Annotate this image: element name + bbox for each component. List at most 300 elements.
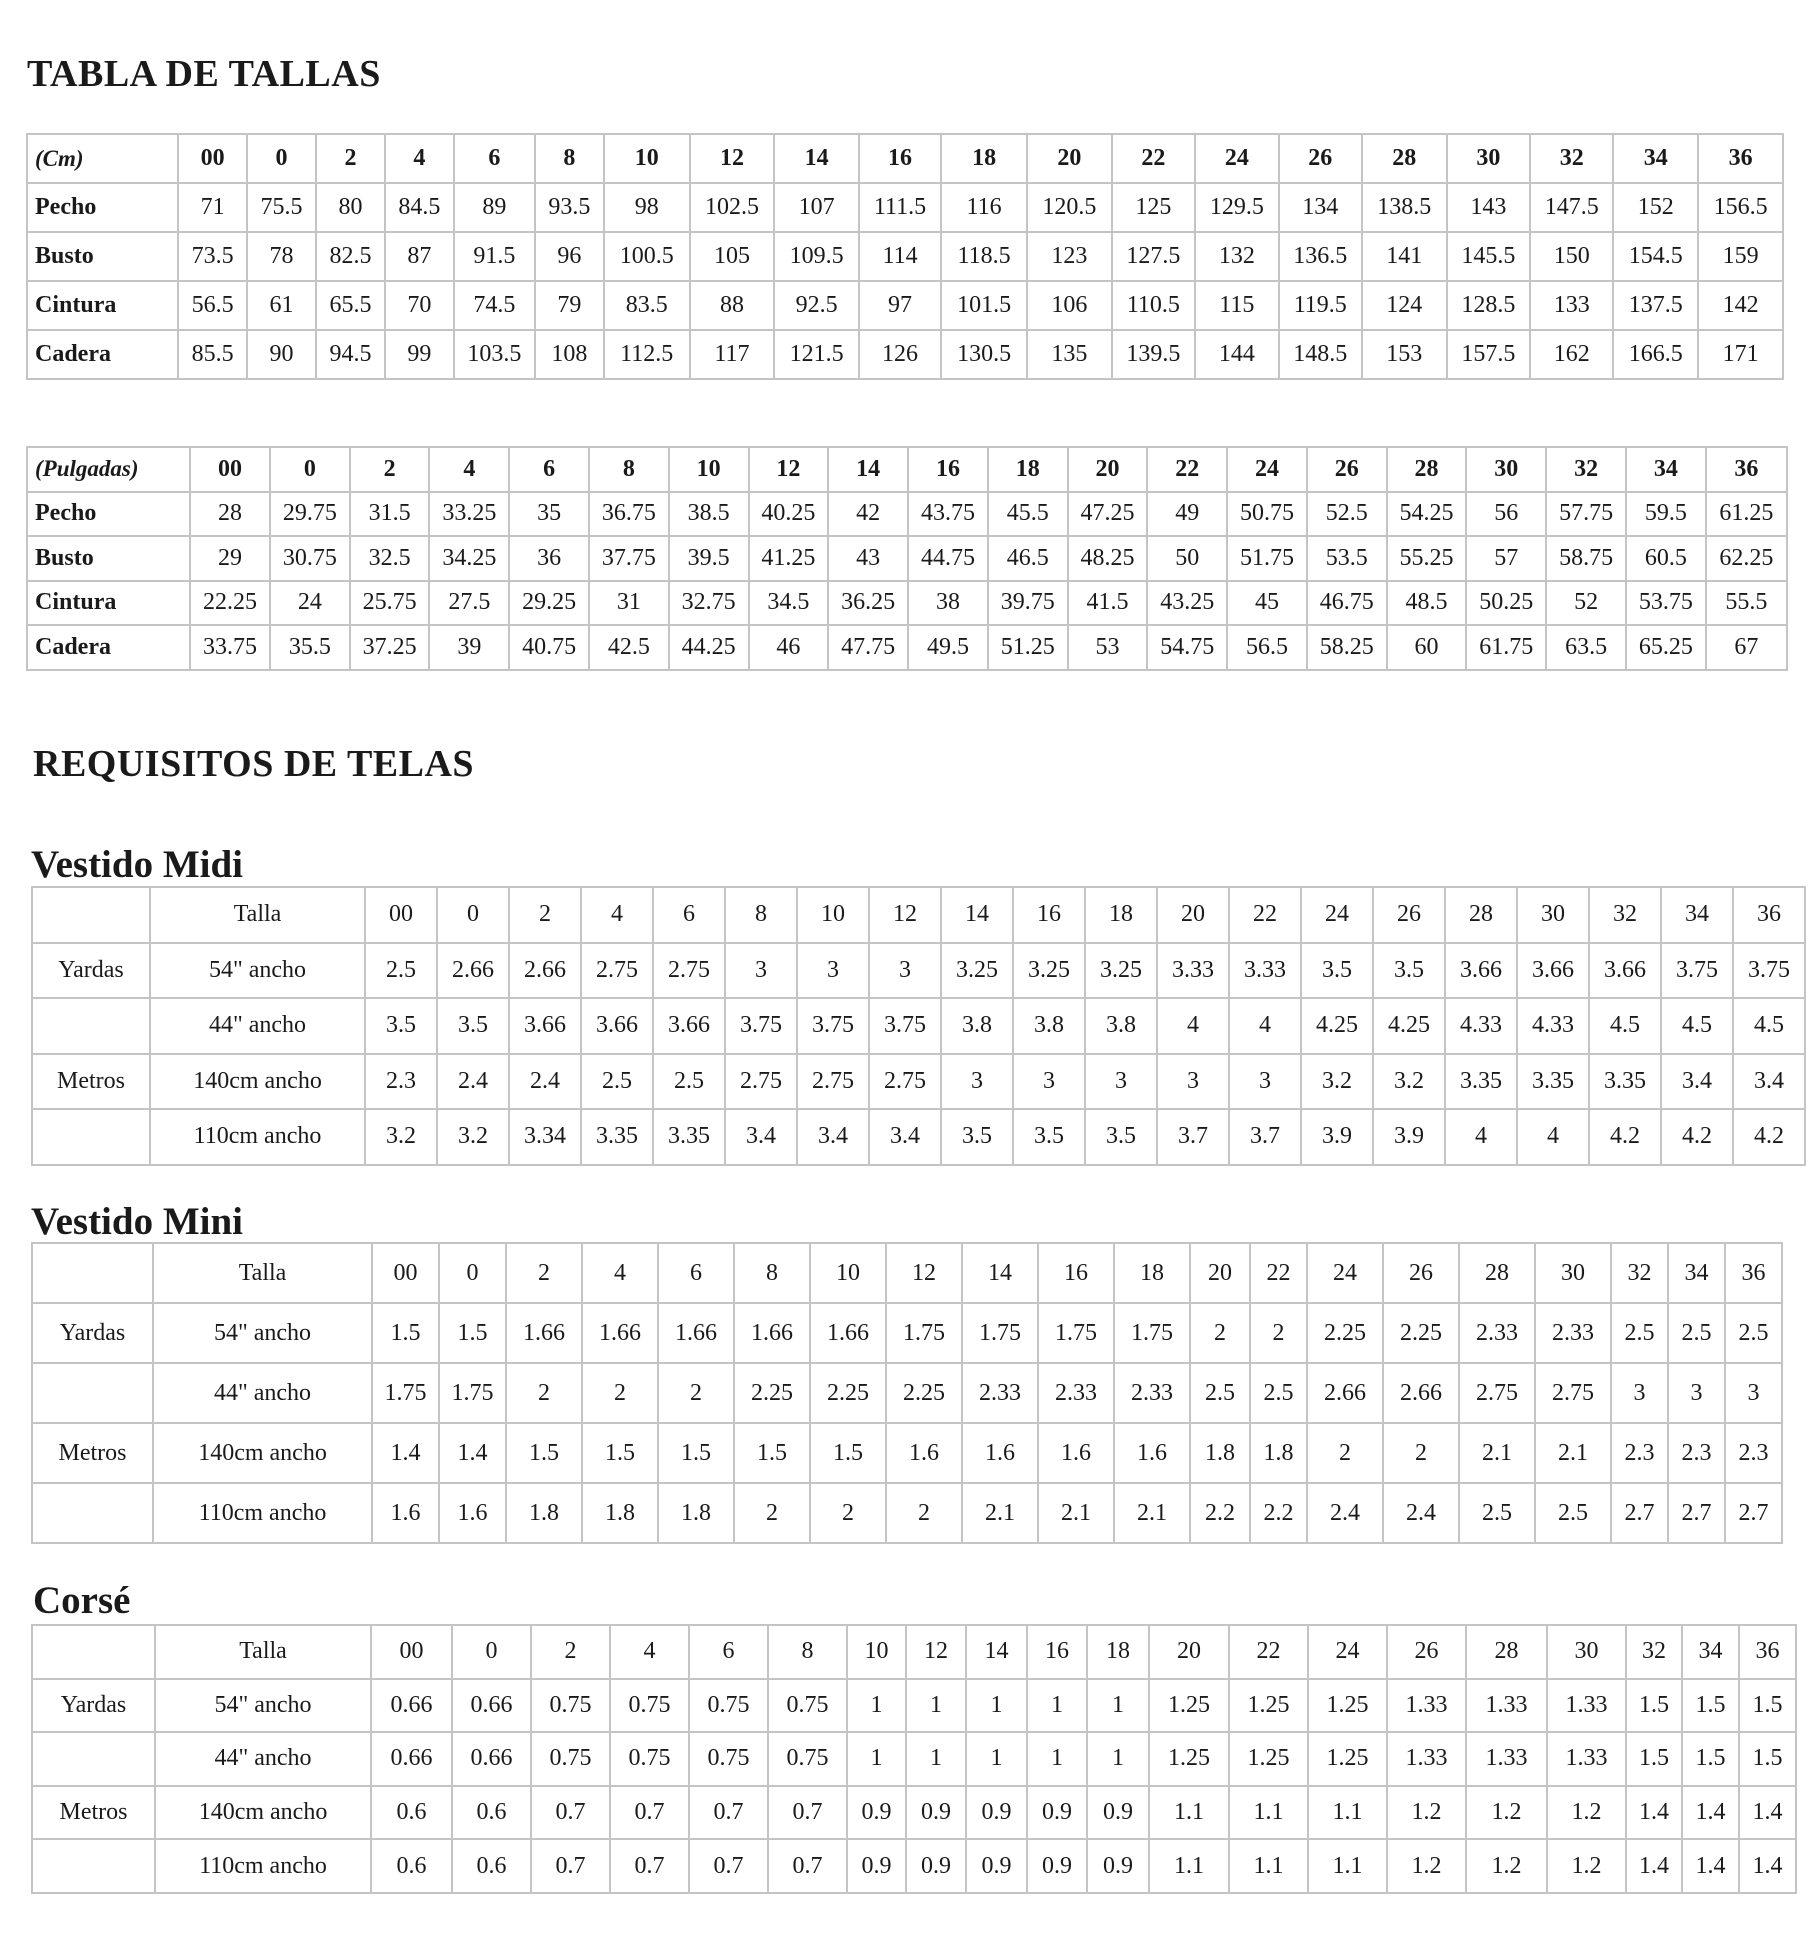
size-header: 10: [669, 447, 749, 492]
fabric-amount: 2.1: [1038, 1483, 1114, 1543]
measurement-value: 71: [178, 183, 247, 232]
fabric-amount: 2.3: [365, 1054, 437, 1110]
measurement-value: 90: [247, 330, 316, 379]
fabric-amount: 4.2: [1661, 1109, 1733, 1165]
fabric-amount: 1.33: [1387, 1732, 1466, 1786]
fabric-amount: 4.33: [1517, 998, 1589, 1054]
size-header: 10: [604, 134, 690, 183]
fabric-amount: 3: [1611, 1363, 1668, 1423]
measurement-value: 162: [1530, 330, 1613, 379]
measurement-value: 154.5: [1613, 232, 1698, 281]
size-header: 6: [653, 887, 725, 943]
fabric-amount: 3.25: [1013, 943, 1085, 999]
fabric-amount: 0.75: [768, 1732, 847, 1786]
size-header: 36: [1698, 134, 1783, 183]
table-row: [32, 1109, 1805, 1165]
fabric-amount: 1.66: [582, 1303, 658, 1363]
size-header: 2: [350, 447, 430, 492]
fabric-amount: 1.1: [1149, 1786, 1229, 1840]
measurement-value: 47.75: [828, 625, 908, 670]
fabric-amount: 2.3: [1668, 1423, 1725, 1483]
fabric-amount: 0.7: [610, 1839, 689, 1893]
measurement-value: 52.5: [1307, 492, 1387, 537]
fabric-amount: 3: [1157, 1054, 1229, 1110]
fabric-amount: 3.25: [1085, 943, 1157, 999]
size-header: 26: [1373, 887, 1445, 943]
measurement-value: 67: [1706, 625, 1787, 670]
measurement-value: 159: [1698, 232, 1783, 281]
fabric-amount: 1.25: [1229, 1732, 1308, 1786]
size-header: 12: [906, 1625, 966, 1679]
size-header: 8: [589, 447, 669, 492]
fabric-amount: 3.35: [653, 1109, 725, 1165]
size-header: 4: [582, 1243, 658, 1303]
measurement-value: 120.5: [1027, 183, 1112, 232]
measurement-value: 137.5: [1613, 281, 1698, 330]
measurement-value: 42: [828, 492, 908, 537]
measurement-value: 139.5: [1112, 330, 1195, 379]
fabric-table-corset: [31, 1624, 1797, 1894]
fabric-amount: 4.25: [1301, 998, 1373, 1054]
fabric-amount: 0.9: [966, 1786, 1027, 1840]
fabric-amount: 2.4: [1307, 1483, 1383, 1543]
fabric-amount: 1.25: [1308, 1732, 1387, 1786]
size-header: 34: [1661, 887, 1733, 943]
fabric-amount: 3: [1013, 1054, 1085, 1110]
size-header: 10: [847, 1625, 906, 1679]
fabric-amount: 1.33: [1387, 1679, 1466, 1733]
measurement-value: 143: [1447, 183, 1530, 232]
measurement-value: 32.75: [669, 581, 749, 626]
measurement-value: 65.25: [1626, 625, 1706, 670]
fabric-amount: 1.66: [734, 1303, 810, 1363]
measurement-value: 50: [1147, 536, 1227, 581]
fabric-amount: 2.33: [1459, 1303, 1535, 1363]
fabric-amount: 3.75: [1733, 943, 1805, 999]
fabric-amount: 1.5: [1739, 1679, 1796, 1733]
measurement-value: 145.5: [1447, 232, 1530, 281]
fabric-amount: 1: [847, 1732, 906, 1786]
fabric-amount: 3.2: [437, 1109, 509, 1165]
measurement-value: 56: [1466, 492, 1546, 537]
fabric-amount: 4.2: [1589, 1109, 1661, 1165]
fabric-amount: 2: [886, 1483, 962, 1543]
size-header: 14: [941, 887, 1013, 943]
fabric-amount: 1.4: [439, 1423, 506, 1483]
table-header-row: [27, 447, 1787, 492]
measurement-value: 51.25: [988, 625, 1068, 670]
fabric-amount: 1.75: [372, 1363, 439, 1423]
unit-group-label: [32, 1839, 155, 1893]
table-row: [27, 183, 1783, 232]
measurement-value: 88: [690, 281, 775, 330]
fabric-amount: 0.66: [371, 1732, 452, 1786]
fabric-amount: 1.5: [734, 1423, 810, 1483]
size-header: 00: [365, 887, 437, 943]
measurement-value: 55.25: [1387, 536, 1467, 581]
measurement-value: 107: [774, 183, 859, 232]
fabric-amount: 1.33: [1547, 1679, 1626, 1733]
size-header: 28: [1445, 887, 1517, 943]
unit-group-label: Metros: [32, 1786, 155, 1840]
fabric-amount: 0.9: [1087, 1839, 1149, 1893]
measurement-value: 39: [429, 625, 509, 670]
measurement-value: 97: [859, 281, 941, 330]
fabric-amount: 1.1: [1149, 1839, 1229, 1893]
fabric-amount: 1.1: [1229, 1839, 1308, 1893]
fabric-width-label: 44" ancho: [153, 1363, 372, 1423]
table-row: [32, 1679, 1796, 1733]
measurement-value: 56.5: [178, 281, 247, 330]
measurement-value: 123: [1027, 232, 1112, 281]
size-header: 6: [658, 1243, 734, 1303]
size-header: 18: [1085, 887, 1157, 943]
measurement-value: 147.5: [1530, 183, 1613, 232]
fabric-amount: 3.35: [1589, 1054, 1661, 1110]
size-header: 30: [1447, 134, 1530, 183]
unit-group-label: [32, 1363, 153, 1423]
fabric-amount: 2.75: [1459, 1363, 1535, 1423]
fabric-amount: 3.33: [1229, 943, 1301, 999]
size-header: 32: [1611, 1243, 1668, 1303]
measurement-value: 58.25: [1307, 625, 1387, 670]
size-table-cm: [26, 133, 1784, 380]
size-header: 10: [797, 887, 869, 943]
measurement-value: 132: [1195, 232, 1278, 281]
unit-group-label: Yardas: [32, 943, 150, 999]
size-header: 20: [1157, 887, 1229, 943]
fabric-amount: 3.4: [725, 1109, 797, 1165]
measurement-value: 50.25: [1466, 581, 1546, 626]
size-header: 22: [1229, 1625, 1308, 1679]
measurement-value: 103.5: [454, 330, 535, 379]
table-row: [32, 1303, 1782, 1363]
fabric-amount: 3.7: [1229, 1109, 1301, 1165]
measurement-value: 84.5: [385, 183, 454, 232]
size-table-inches: [26, 446, 1788, 671]
fabric-amount: 1.6: [439, 1483, 506, 1543]
empty-cell: [32, 1243, 153, 1303]
measurement-value: 94.5: [316, 330, 385, 379]
garment-title-corset: Corsé: [33, 1579, 131, 1622]
measurement-value: 50.75: [1227, 492, 1307, 537]
measurement-value: 117: [690, 330, 775, 379]
size-header: 18: [988, 447, 1068, 492]
measurement-value: 46: [749, 625, 829, 670]
size-header: 24: [1307, 1243, 1383, 1303]
size-header: 20: [1068, 447, 1148, 492]
measurement-value: 53: [1068, 625, 1148, 670]
fabric-amount: 2: [1250, 1303, 1307, 1363]
measurement-value: 114: [859, 232, 941, 281]
measurement-value: 79: [535, 281, 604, 330]
fabric-width-label: 44" ancho: [150, 998, 365, 1054]
fabric-amount: 3.66: [1517, 943, 1589, 999]
unit-group-label: Metros: [32, 1054, 150, 1110]
size-header: 32: [1626, 1625, 1682, 1679]
fabric-amount: 1.2: [1387, 1839, 1466, 1893]
fabric-amount: 1: [1027, 1679, 1087, 1733]
fabric-amount: 3.25: [941, 943, 1013, 999]
measurement-value: 153: [1362, 330, 1447, 379]
measurement-value: 135: [1027, 330, 1112, 379]
fabric-amount: 0.7: [531, 1786, 610, 1840]
fabric-amount: 0.9: [906, 1839, 966, 1893]
size-header: 30: [1547, 1625, 1626, 1679]
fabric-amount: 3.66: [1445, 943, 1517, 999]
fabric-amount: 3: [1725, 1363, 1782, 1423]
size-header: 4: [581, 887, 653, 943]
table-row: [27, 330, 1783, 379]
fabric-amount: 3.66: [509, 998, 581, 1054]
measurement-value: 108: [535, 330, 604, 379]
fabric-amount: 1.8: [506, 1483, 582, 1543]
fabric-amount: 3.5: [365, 998, 437, 1054]
measurement-value: 38.5: [669, 492, 749, 537]
measurement-value: 48.25: [1068, 536, 1148, 581]
measurement-value: 89: [454, 183, 535, 232]
size-header: 30: [1517, 887, 1589, 943]
fabric-amount: 2.7: [1725, 1483, 1782, 1543]
size-header: 14: [828, 447, 908, 492]
table-row: [27, 492, 1787, 537]
fabric-width-label: 54" ancho: [153, 1303, 372, 1363]
size-header: 20: [1027, 134, 1112, 183]
measurement-value: 29.25: [509, 581, 589, 626]
measurement-value: 54.75: [1147, 625, 1227, 670]
fabric-table-midi: [31, 886, 1806, 1166]
measurement-value: 82.5: [316, 232, 385, 281]
measurement-value: 46.5: [988, 536, 1068, 581]
fabric-amount: 0.9: [847, 1839, 906, 1893]
fabric-amount: 2.75: [653, 943, 725, 999]
fabric-amount: 2.66: [509, 943, 581, 999]
size-header: 12: [886, 1243, 962, 1303]
table-header-row: [32, 887, 1805, 943]
fabric-amount: 0.7: [531, 1839, 610, 1893]
measurement-value: 30.75: [270, 536, 350, 581]
table-row: [32, 1363, 1782, 1423]
fabric-amount: 0.75: [610, 1732, 689, 1786]
fabric-amount: 1.2: [1547, 1839, 1626, 1893]
fabric-amount: 2.5: [1250, 1363, 1307, 1423]
table-row: [27, 625, 1787, 670]
table-row: [32, 1839, 1796, 1893]
fabric-amount: 0.66: [452, 1679, 531, 1733]
fabric-amount: 2.7: [1611, 1483, 1668, 1543]
table-row: [27, 232, 1783, 281]
size-header: 2: [316, 134, 385, 183]
measurement-value: 144: [1195, 330, 1278, 379]
fabric-amount: 0.9: [966, 1839, 1027, 1893]
table-row: [32, 1054, 1805, 1110]
fabric-amount: 1.5: [582, 1423, 658, 1483]
size-header: 26: [1279, 134, 1362, 183]
fabric-amount: 3.5: [1085, 1109, 1157, 1165]
fabric-amount: 2.5: [1668, 1303, 1725, 1363]
fabric-amount: 1.33: [1466, 1679, 1547, 1733]
fabric-amount: 0.75: [531, 1679, 610, 1733]
size-header: 16: [1027, 1625, 1087, 1679]
fabric-amount: 3.75: [869, 998, 941, 1054]
table-row: [27, 581, 1787, 626]
fabric-amount: 2.75: [581, 943, 653, 999]
fabric-width-label: 140cm ancho: [150, 1054, 365, 1110]
fabric-amount: 1.75: [886, 1303, 962, 1363]
size-header: 14: [774, 134, 859, 183]
size-header: 12: [869, 887, 941, 943]
fabric-amount: 1.66: [810, 1303, 886, 1363]
fabric-amount: 2.33: [1038, 1363, 1114, 1423]
fabric-amount: 2.4: [509, 1054, 581, 1110]
measurement-value: 142: [1698, 281, 1783, 330]
measurement-value: 44.75: [908, 536, 988, 581]
fabric-amount: 1.5: [1682, 1732, 1739, 1786]
size-header: 20: [1190, 1243, 1250, 1303]
measurement-label: Busto: [27, 232, 178, 281]
fabric-amount: 2.1: [1535, 1423, 1611, 1483]
size-header: 34: [1613, 134, 1698, 183]
fabric-amount: 1.33: [1547, 1732, 1626, 1786]
measurement-value: 31: [589, 581, 669, 626]
measurement-value: 42.5: [589, 625, 669, 670]
measurement-value: 100.5: [604, 232, 690, 281]
size-header: 34: [1626, 447, 1706, 492]
measurement-value: 37.25: [350, 625, 430, 670]
fabric-amount: 1: [966, 1679, 1027, 1733]
measurement-value: 34.25: [429, 536, 509, 581]
measurement-value: 52: [1546, 581, 1626, 626]
measurement-label: Pecho: [27, 183, 178, 232]
measurement-value: 121.5: [774, 330, 859, 379]
fabric-amount: 2: [1307, 1423, 1383, 1483]
size-header: 22: [1229, 887, 1301, 943]
size-header: 6: [454, 134, 535, 183]
fabric-amount: 3: [1085, 1054, 1157, 1110]
fabric-width-label: 140cm ancho: [155, 1786, 371, 1840]
fabric-amount: 1.5: [1626, 1732, 1682, 1786]
fabric-amount: 0.9: [1027, 1839, 1087, 1893]
measurement-value: 133: [1530, 281, 1613, 330]
size-header: 34: [1668, 1243, 1725, 1303]
fabric-amount: 2: [582, 1363, 658, 1423]
measurement-value: 125: [1112, 183, 1195, 232]
measurement-value: 39.75: [988, 581, 1068, 626]
size-header: 32: [1546, 447, 1626, 492]
measurement-value: 33.25: [429, 492, 509, 537]
measurement-value: 57: [1466, 536, 1546, 581]
measurement-value: 93.5: [535, 183, 604, 232]
measurement-value: 98: [604, 183, 690, 232]
fabric-amount: 1.5: [1739, 1732, 1796, 1786]
measurement-value: 58.75: [1546, 536, 1626, 581]
measurement-value: 44.25: [669, 625, 749, 670]
table-header-row: [27, 134, 1783, 183]
fabric-amount: 2.25: [810, 1363, 886, 1423]
measurement-value: 56.5: [1227, 625, 1307, 670]
fabric-amount: 2.2: [1250, 1483, 1307, 1543]
measurement-value: 119.5: [1279, 281, 1362, 330]
fabric-amount: 2: [1383, 1423, 1459, 1483]
measurement-value: 45: [1227, 581, 1307, 626]
fabric-amount: 3: [1229, 1054, 1301, 1110]
fabric-amount: 3.35: [1445, 1054, 1517, 1110]
size-header: 4: [429, 447, 509, 492]
fabric-amount: 3.75: [797, 998, 869, 1054]
fabric-requirements-title: REQUISITOS DE TELAS: [33, 743, 475, 785]
measurement-label: Pecho: [27, 492, 190, 537]
measurement-value: 28: [190, 492, 270, 537]
measurement-value: 65.5: [316, 281, 385, 330]
measurement-value: 49.5: [908, 625, 988, 670]
measurement-value: 87: [385, 232, 454, 281]
measurement-value: 85.5: [178, 330, 247, 379]
fabric-amount: 3.5: [1373, 943, 1445, 999]
measurement-value: 111.5: [859, 183, 941, 232]
fabric-amount: 0.7: [768, 1839, 847, 1893]
measurement-value: 83.5: [604, 281, 690, 330]
size-label: Talla: [150, 887, 365, 943]
measurement-value: 55.5: [1706, 581, 1787, 626]
fabric-amount: 3.5: [1301, 943, 1373, 999]
fabric-amount: 2.75: [797, 1054, 869, 1110]
measurement-value: 166.5: [1613, 330, 1698, 379]
fabric-amount: 4: [1229, 998, 1301, 1054]
measurement-value: 36: [509, 536, 589, 581]
measurement-value: 60: [1387, 625, 1467, 670]
table-row: [32, 1732, 1796, 1786]
measurement-value: 70: [385, 281, 454, 330]
fabric-amount: 1.75: [962, 1303, 1038, 1363]
measurement-value: 110.5: [1112, 281, 1195, 330]
fabric-amount: 3.35: [1517, 1054, 1589, 1110]
fabric-amount: 2.25: [734, 1363, 810, 1423]
size-header: 24: [1308, 1625, 1387, 1679]
fabric-amount: 2: [658, 1363, 734, 1423]
size-header: 10: [810, 1243, 886, 1303]
fabric-amount: 3.9: [1301, 1109, 1373, 1165]
empty-cell: [32, 887, 150, 943]
size-header: 28: [1387, 447, 1467, 492]
measurement-label: Cadera: [27, 330, 178, 379]
measurement-value: 91.5: [454, 232, 535, 281]
size-header: 6: [689, 1625, 768, 1679]
measurement-value: 141: [1362, 232, 1447, 281]
fabric-amount: 1.75: [439, 1363, 506, 1423]
size-header: 00: [190, 447, 270, 492]
fabric-amount: 1.4: [1739, 1786, 1796, 1840]
size-header: 12: [749, 447, 829, 492]
measurement-value: 157.5: [1447, 330, 1530, 379]
measurement-value: 102.5: [690, 183, 775, 232]
measurement-value: 40.75: [509, 625, 589, 670]
fabric-amount: 1.2: [1547, 1786, 1626, 1840]
measurement-value: 48.5: [1387, 581, 1467, 626]
size-header: 32: [1530, 134, 1613, 183]
measurement-value: 74.5: [454, 281, 535, 330]
measurement-value: 61.25: [1706, 492, 1787, 537]
fabric-amount: 1.25: [1229, 1679, 1308, 1733]
size-header: 22: [1112, 134, 1195, 183]
fabric-amount: 2.4: [1383, 1483, 1459, 1543]
fabric-amount: 2.7: [1668, 1483, 1725, 1543]
size-header: 0: [452, 1625, 531, 1679]
fabric-amount: 0.9: [847, 1786, 906, 1840]
unit-group-label: [32, 1483, 153, 1543]
measurement-value: 53.5: [1307, 536, 1387, 581]
fabric-amount: 0.6: [371, 1786, 452, 1840]
measurement-value: 40.25: [749, 492, 829, 537]
